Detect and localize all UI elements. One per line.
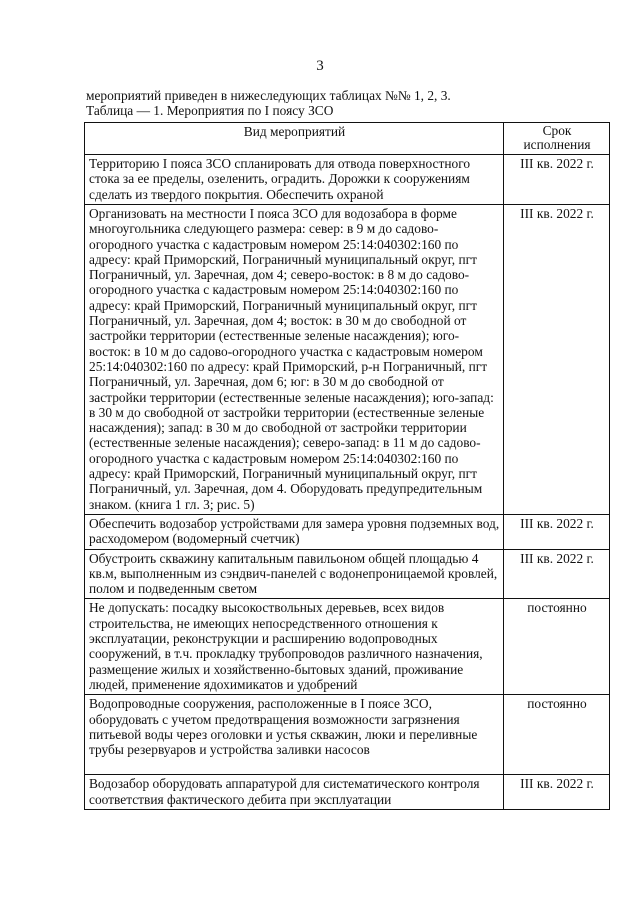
intro-line: мероприятий приведен в нижеследующих таблицах №№ 1, 2, 3.	[86, 88, 451, 103]
table-row	[85, 599, 610, 695]
table-row	[85, 549, 610, 599]
table-caption: Таблица — 1. Мероприятия по I поясу ЗСО	[86, 103, 334, 118]
measures-table	[84, 122, 610, 810]
table-row	[85, 514, 610, 549]
table-header-row	[85, 123, 610, 155]
activity-cell: Не допускать: посадку высокоствольных деревьев, всех видов строительства, не имеющих непосредственного отношения к эксплуатации, реконструкции и расширению водопроводных сооружений, в т.ч. прокладку трубопроводов различного назначения, размещение жилых и хозяйственно-бытовых зданий, проживание людей, применение ядохимикатов и удобрений	[85, 599, 504, 695]
page-number: 3	[316, 58, 324, 74]
activity-cell: Водопроводные сооружения, расположенные в I поясе ЗСО, оборудовать с учетом предотвращения возможности загрязнения питьевой воды через оголовки и устья скважин, люки и переливные трубы резервуаров и устройства заливки насосов	[85, 695, 504, 775]
deadline-cell: постоянно	[504, 599, 610, 695]
intro-text	[86, 88, 606, 118]
activity-cell: Водозабор оборудовать аппаратурой для систематического контроля соответствия фактического дебита при эксплуатации	[85, 775, 504, 810]
table-row	[85, 775, 610, 810]
deadline-cell: постоянно	[504, 695, 610, 775]
table-row	[85, 205, 610, 515]
activity-cell: Территорию I пояса ЗСО спланировать для отвода поверхностного стока за ее пределы, озеленить, оградить. Дорожки к сооружениям сделать из твердого покрытия. Обеспечить охраной	[85, 155, 504, 205]
deadline-cell: III кв. 2022 г.	[504, 514, 610, 549]
deadline-cell: III кв. 2022 г.	[504, 775, 610, 810]
activity-cell: Обустроить скважину капитальным павильоном общей площадью 4 кв.м, выполненным из сэндвич-панелей с водонепроницаемой кровлей, полом и подведенным светом	[85, 549, 504, 599]
deadline-cell: III кв. 2022 г.	[504, 205, 610, 515]
table-row	[85, 695, 610, 775]
deadline-cell: III кв. 2022 г.	[504, 549, 610, 599]
header-deadline: Срок исполнения	[504, 123, 610, 155]
table-row	[85, 155, 610, 205]
deadline-cell: III кв. 2022 г.	[504, 155, 610, 205]
activity-cell: Обеспечить водозабор устройствами для замера уровня подземных вод, расходомером (водомерный счетчик)	[85, 514, 504, 549]
activity-cell: Организовать на местности I пояса ЗСО для водозабора в форме многоугольника следующего размера: север: в 9 м до садово-огородного участка с кадастровым номером 25:14:040302:160 по адресу: край Приморский, Пограничный муниципальный округ, пгт Пограничный, ул. Заречная, дом 4; северо-восток: в 8 м до садово-огородного участка с кадастровым номером 25:14:040302:160 по адресу: край Приморский, Пограничный муниципальный округ, пгт Пограничный, ул. Заречная, дом 4; восток: в 30 м до свободной от застройки территории (естественные зеленые насаждения); юго-восток: в 10 м до садово-огородного участка с кадастровым номером 25:14:040302:160 по адресу: край Приморский, р-н Пограничный, пгт Пограничный, ул. Заречная, дом 6; юг: в 30 м до свободной от застройки территории (естественные зеленые насаждения); юго-запад: в 30 м до свободной от застройки территории (естественные зеленые насаждения); запад: в 30 м до свободной от застройки территории (естественные зеленые насаждения); северо-запад: в 11 м до садово-огородного участка с кадастровым номером 25:14:040302:160 по адресу: край Приморский, Пограничный муниципальный округ, пгт Пограничный, ул. Заречная, дом 4. Оборудовать предупредительным знаком. (книга 1 гл. 3; рис. 5)	[85, 205, 504, 515]
header-activity: Вид мероприятий	[85, 123, 504, 155]
